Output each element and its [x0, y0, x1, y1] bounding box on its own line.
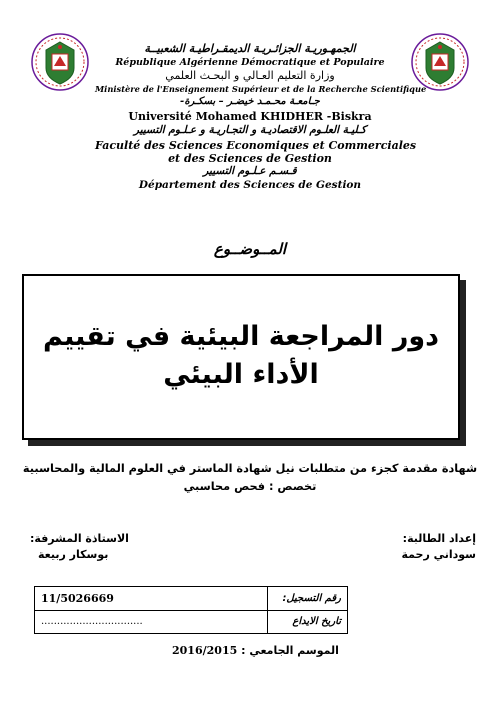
student-label: إعداد الطالبة: — [402, 532, 476, 545]
registration-number-row — [35, 587, 348, 611]
academic-year — [172, 644, 339, 657]
header-ar-republic: الجمهـوريـة الجزائـريـة الديمقـراطيـة الشعبيــة — [144, 42, 356, 55]
university-logo-left — [30, 32, 90, 92]
university-emblem-icon — [30, 32, 90, 92]
header-fr-faculty-2: et des Sciences de Gestion — [168, 152, 332, 165]
header-fr-university: Université Mohamed KHIDHER -Biskra — [128, 110, 372, 123]
university-emblem-icon — [410, 32, 470, 92]
deposit-date-value: ................................ — [35, 610, 268, 634]
header-ar-university: جـامعـة محـمـد خيضـر – بسكـرة- — [180, 96, 320, 107]
thesis-title-box — [22, 274, 460, 440]
supervisor-label: الاستاذة المشرفة: — [30, 532, 129, 545]
registration-table — [34, 586, 348, 634]
subject-label: المــوضــوع — [213, 240, 287, 258]
deposit-date-label: تاريخ الايداع — [268, 610, 348, 634]
deposit-date-row — [35, 610, 348, 634]
student-name: سوداني رحمة — [401, 548, 476, 561]
header-ar-ministry: وزارة التعليم العـالي و البحـث العلمي — [165, 69, 335, 82]
header-ar-faculty: كـليـة العلـوم الاقتصاديـة و التجـاريـة و عـلـوم التسيير — [133, 124, 367, 136]
header-fr-republic: République Algérienne Démocratique et Populaire — [115, 57, 385, 68]
university-logo-right — [410, 32, 470, 92]
degree-line: شهادة مقدمة كجزء من متطلبات نيل شهادة الماستر في العلوم المالية والمحاسبية — [22, 462, 478, 475]
specialty-line: تخصص : فحص محاسبي — [183, 480, 317, 493]
academic-year-value: 2016/2015 — [172, 644, 238, 657]
header-ar-department: قـسـم عـلـوم التسيير — [203, 165, 297, 177]
header-fr-department: Département des Sciences de Gestion — [138, 179, 362, 191]
supervisor-name: بوسكار ربيعة — [38, 548, 109, 561]
registration-number-value: 11/5026669 — [35, 587, 268, 611]
academic-year-label: الموسم الجامعي : — [241, 644, 339, 657]
registration-number-label: رقم التسجيل: — [268, 587, 348, 611]
header-fr-ministry: Ministère de l'Enseignement Supérieur et de la Recherche Scientifique — [95, 84, 427, 94]
thesis-title: دور المراجعة البيئية في تقييم الأداء البيئي — [42, 321, 440, 390]
header-fr-faculty-1: Faculté des Sciences Economiques et Commerciales — [95, 139, 417, 152]
